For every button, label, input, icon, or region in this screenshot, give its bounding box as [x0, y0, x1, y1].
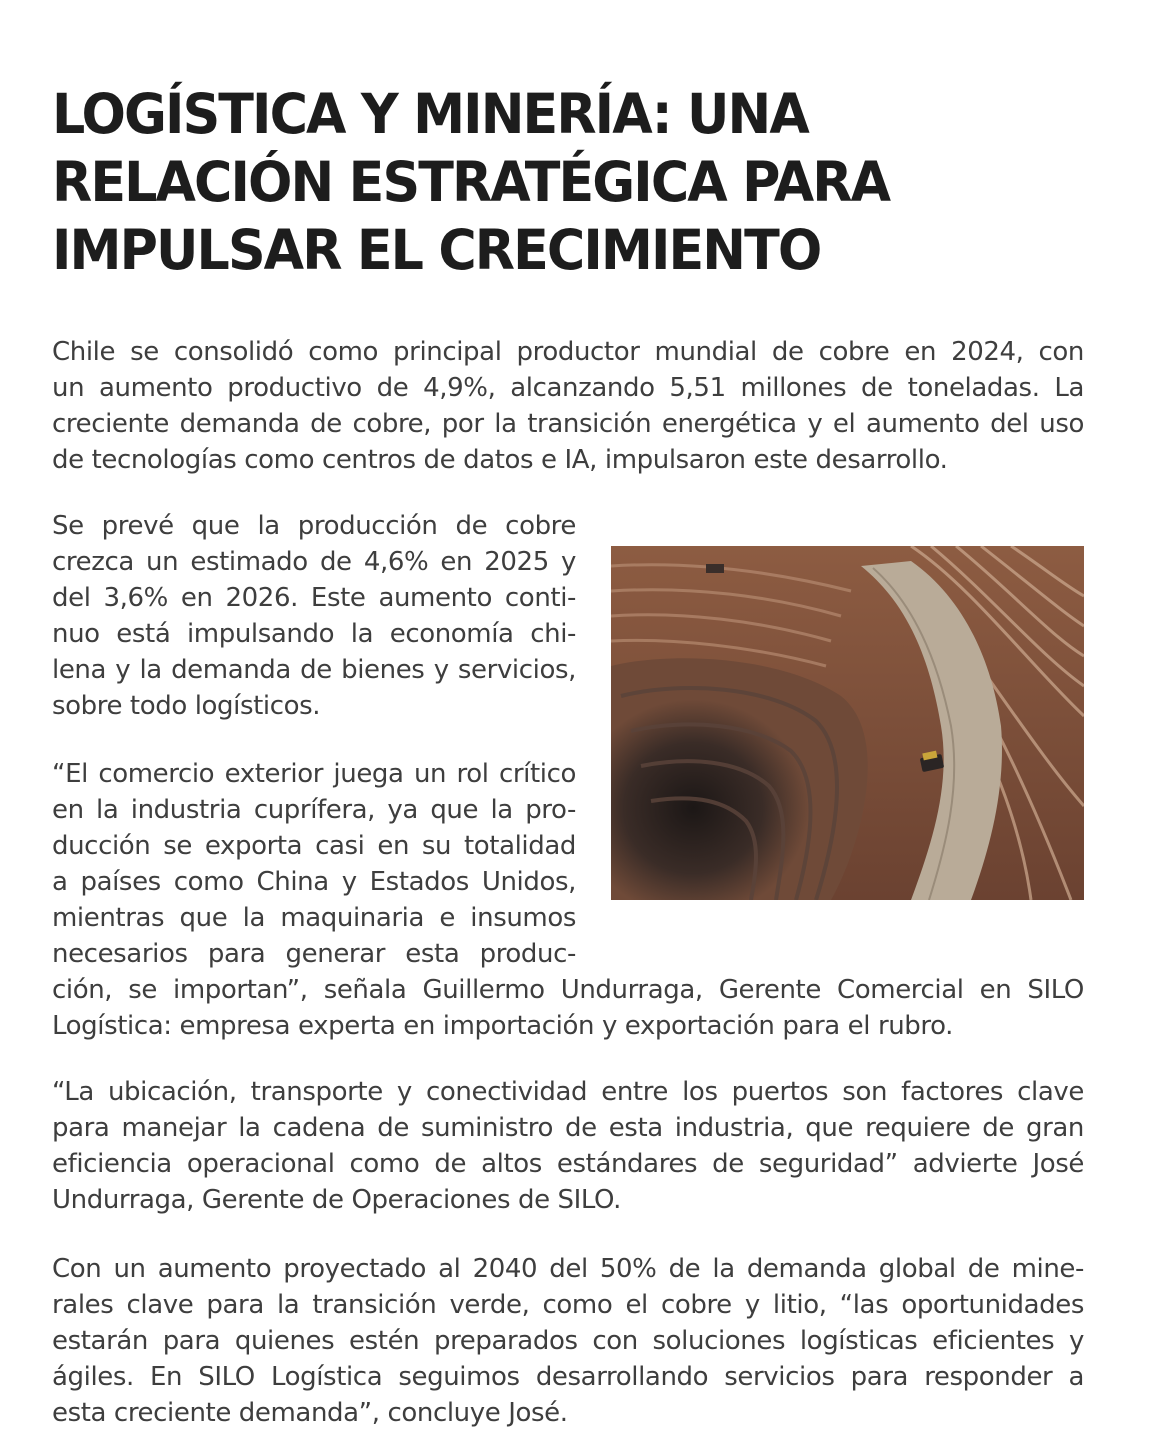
text-line: del 3,6% en 2026. Este aumento conti- [52, 583, 576, 613]
open-pit-mine-photo [611, 546, 1084, 900]
open-pit-copper-mine-photo-icon [611, 546, 1084, 900]
paragraph-conclusion [52, 1251, 1084, 1431]
text-line: eficiencia operacional como de altos estándares de seguridad” advierte José [52, 1149, 1084, 1179]
text-line: nuo está impulsando la economía chi- [52, 619, 576, 649]
title-line: IMPULSAR EL CRECIMIENTO [52, 218, 821, 282]
paragraph-quote-jose [52, 1074, 1084, 1218]
article-title [52, 80, 1050, 284]
paragraph-intro [52, 334, 1084, 478]
text-line: Con un aumento proyectado al 2040 del 50% de la demanda global de mine- [52, 1254, 1084, 1284]
text-line: ágiles. En SILO Logística seguimos desarrollando servicios para responder a [52, 1362, 1084, 1392]
text-line: de tecnologías como centros de datos e IA, impulsaron este desarrollo. [52, 445, 948, 475]
title-line: LOGÍSTICA Y MINERÍA: UNA [52, 82, 808, 146]
text-line: estarán para quienes estén preparados con soluciones logísticas eficientes y [52, 1326, 1084, 1356]
text-line: para manejar la cadena de suministro de esta industria, que requiere de gran [52, 1113, 1084, 1143]
title-line: RELACIÓN ESTRATÉGICA PARA [52, 150, 890, 214]
text-line: “El comercio exterior juega un rol crítico [52, 759, 576, 789]
text-line: mientras que la maquinaria e insumos [52, 903, 576, 933]
text-line: sobre todo logísticos. [52, 691, 321, 721]
text-line: creciente demanda de cobre, por la transición energética y el aumento del uso [52, 409, 1084, 439]
text-line: a países como China y Estados Unidos, [52, 867, 576, 897]
text-line: esta creciente demanda”, concluye José. [52, 1398, 568, 1428]
text-line: Logística: empresa experta en importación y exportación para el rubro. [52, 1011, 954, 1041]
text-line: Chile se consolidó como principal productor mundial de cobre en 2024, con [52, 337, 1084, 367]
text-line: Undurraga, Gerente de Operaciones de SILO. [52, 1185, 621, 1215]
text-line: un aumento productivo de 4,9%, alcanzando 5,51 millones de toneladas. La [52, 373, 1084, 403]
text-line: en la industria cuprífera, ya que la pro- [52, 795, 576, 825]
paragraph-forecast [52, 508, 576, 724]
text-line: lena y la demanda de bienes y servicios, [52, 655, 576, 685]
text-line: rales clave para la transición verde, como el cobre y litio, “las oportunidades [52, 1290, 1084, 1320]
text-line: “La ubicación, transporte y conectividad entre los puertos son factores clave [52, 1077, 1084, 1107]
text-line: crezca un estimado de 4,6% en 2025 y [52, 547, 576, 577]
text-line: ducción se exporta casi en su totalidad [52, 831, 576, 861]
text-line: necesarios para generar esta produc- [52, 939, 576, 969]
text-line: ción, se importan”, señala Guillermo Undurraga, Gerente Comercial en SILO [52, 975, 1084, 1005]
text-line: Se prevé que la producción de cobre [52, 511, 576, 541]
